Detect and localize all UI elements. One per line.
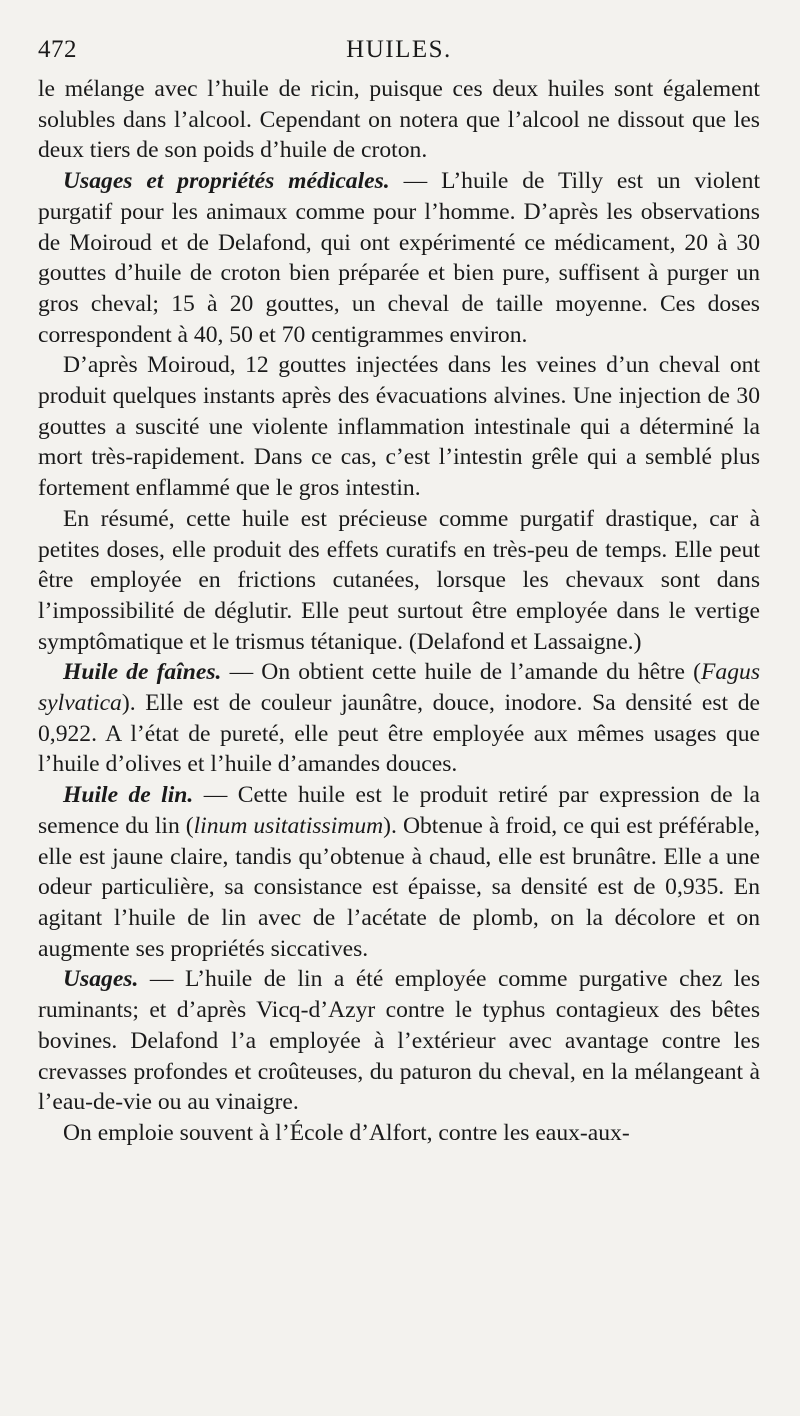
section-heading: Usages et propriétés médicales. (63, 168, 390, 195)
paragraph-text: En résumé, cette huile est précieuse comme purgatif drastique, car à petites doses, elle produit des effets curatifs en très-peu de temps. Elle peut être employée en frictions cutanées, lorsque les chevaux sont dans l’impossibilité de déglutir. Elle peut surtout être employée dans le vertige symptômatique et le trismus tétanique. (Delafond et Lassaigne.) (38, 505, 760, 655)
paragraph-text: ). Elle est de couleur jaunâtre, douce, inodore. Sa densité est de 0,922. A l’état de pureté, elle peut être employée aux mêmes usages que l’huile d’olives et l’huile d’amandes douces. (38, 690, 760, 778)
page-header (38, 30, 760, 74)
paragraph-text: — Cette huile est le produit retiré par expression de la semence du lin ( (38, 782, 760, 839)
section-heading: Huile de faînes. (63, 659, 222, 686)
paragraph-text: — On obtient cette huile de l’amande du hêtre ( (221, 659, 702, 686)
paragraph (38, 1118, 760, 1149)
paragraph (38, 964, 760, 1118)
latin-name: linum usitatissimum (193, 812, 384, 839)
page-number: 472 (38, 36, 77, 63)
paragraph-text: — L’huile de Tilly est un violent purgatif pour les animaux comme pour l’homme. D’après les observations de Moiroud et de Delafond, qui ont expérimenté ce médicament, 20 à 30 gouttes d’huile de croton bien préparée et bien pure, suffisent à purger un gros cheval; 15 à 20 gouttes, un cheval de taille moyenne. Ces doses correspondent à 40, 50 et 70 centigrammes environ. (38, 168, 760, 348)
paragraph-text: ). Obtenue à froid, ce qui est préférable, elle est jaune claire, tandis qu’obtenue à chaud, elle est brunâtre. Elle a une odeur particulière, sa consistance est épaisse, sa densité est de 0,935. En agitant l’huile de lin avec de l’acétate de plomb, on la décolore et on augmente ses propriétés siccatives. (38, 812, 760, 962)
paragraph (38, 350, 760, 504)
body-text (38, 74, 760, 1149)
section-heading: Huile de lin. (63, 782, 194, 809)
latin-name: Fagus sylvatica (38, 659, 760, 717)
paragraph-text: — L’huile de lin a été employée comme purgative chez les ruminants; et d’après Vicq-d’Azyr contre le typhus contagieux des bêtes bovines. Delafond l’a employée à l’extérieur avec avantage contre les crevasses profondes et croûteuses, du paturon du cheval, en la mélangeant à l’eau-de-vie ou au vinaigre. (38, 966, 760, 1116)
running-title: HUILES. (346, 36, 452, 63)
paragraph (38, 780, 760, 964)
paragraph-text: D’après Moiroud, 12 gouttes injectées dans les veines d’un cheval ont produit quelques instants après des évacuations alvines. Une injection de 30 gouttes a suscité une violente inflammation intestinale qui a déterminé la mort très-rapidement. Dans ce cas, c’est l’intestin grêle qui a semblé plus fortement enflammé que le gros intestin. (38, 352, 760, 502)
paragraph (38, 74, 760, 166)
paragraph (38, 657, 760, 780)
section-heading: Usages. (63, 966, 139, 993)
paragraph-text: On emploie souvent à l’École d’Alfort, contre les eaux-aux- (63, 1119, 630, 1146)
paragraph (38, 166, 760, 350)
paragraph-text: le mélange avec l’huile de ricin, puisque ces deux huiles sont également solubles dans l’alcool. Cependant on notera que l’alcool ne dissout que les deux tiers de son poids d’huile de croton. (38, 76, 760, 164)
paragraph (38, 504, 760, 658)
